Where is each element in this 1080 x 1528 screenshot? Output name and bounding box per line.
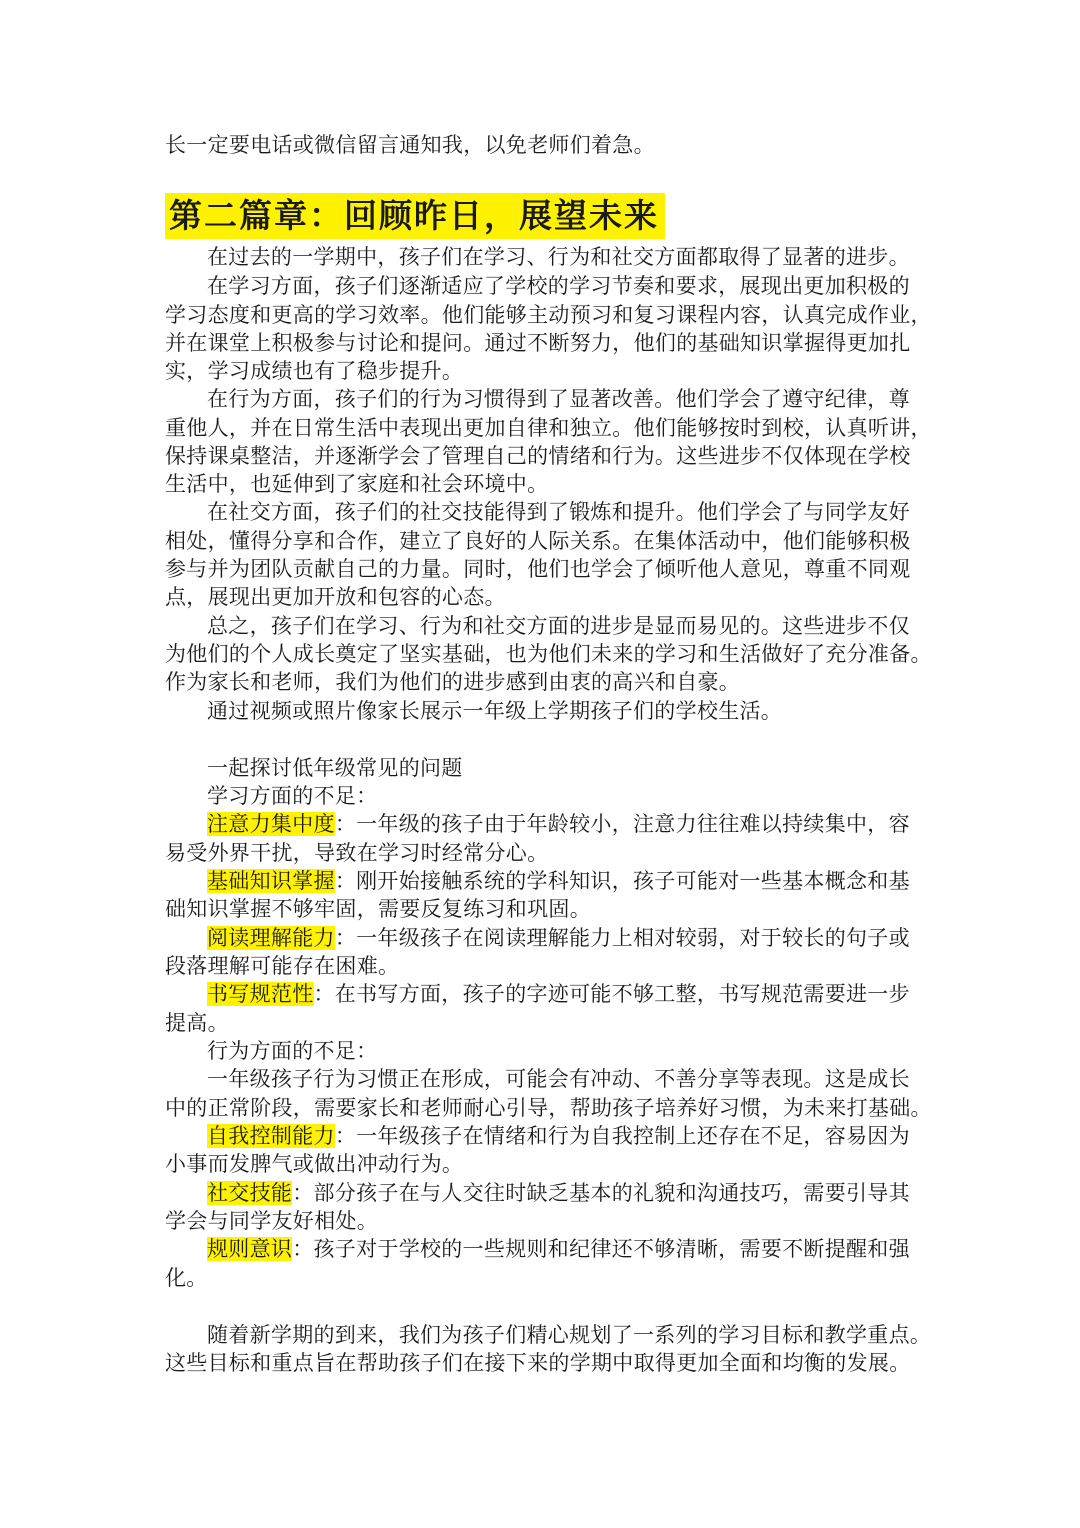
text-line: 中的正常阶段，需要家长和老师耐心引导，帮助孩子培养好习惯，为未来打基础。 bbox=[165, 1096, 932, 1120]
highlight-term: 注意力集中度 bbox=[207, 812, 335, 836]
text-line: 相处，懂得分享和合作，建立了良好的人际关系。在集体活动中，他们能够积极 bbox=[165, 529, 911, 553]
highlight-term: 规则意识 bbox=[207, 1237, 293, 1261]
item-text: ：部分孩子在与人交往时缺乏基本的礼貌和沟通技巧，需要引导其 bbox=[292, 1181, 910, 1205]
text-line: 学习方面的不足： bbox=[207, 784, 378, 808]
text-line: 参与并为团队贡献自己的力量。同时，他们也学会了倾听他人意见，尊重不同观 bbox=[165, 557, 911, 581]
text-line: 通过视频或照片像家长展示一年级上学期孩子们的学校生活。 bbox=[207, 699, 783, 723]
text-line: 一起探讨低年级常见的问题 bbox=[207, 756, 463, 780]
item-text: ：一年级的孩子由于年龄较小，注意力往往难以持续集中，容 bbox=[334, 812, 910, 836]
highlight-term: 社交技能 bbox=[207, 1181, 293, 1205]
text-line: 为他们的个人成长奠定了坚实基础，也为他们未来的学习和生活做好了充分准备。 bbox=[165, 642, 932, 666]
item-text: ：一年级孩子在阅读理解能力上相对较弱，对于较长的句子或 bbox=[334, 926, 910, 950]
text-line: 这些目标和重点旨在帮助孩子们在接下来的学期中取得更加全面和均衡的发展。 bbox=[165, 1351, 911, 1375]
text-line: 在行为方面，孩子们的行为习惯得到了显著改善。他们学会了遵守纪律，尊 bbox=[207, 387, 910, 411]
text-line: 化。 bbox=[165, 1266, 208, 1290]
text-line: 并在课堂上积极参与讨论和提问。通过不断努力，他们的基础知识掌握得更加扎 bbox=[165, 331, 911, 355]
text-line: 学会与同学友好相处。 bbox=[165, 1209, 378, 1233]
text-line: 生活中，也延伸到了家庭和社会环境中。 bbox=[165, 472, 549, 496]
item-text: ：刚开始接触系统的学科知识，孩子可能对一些基本概念和基 bbox=[334, 869, 910, 893]
text-line: 重他人，并在日常生活中表现出更加自律和独立。他们能够按时到校，认真听讲， bbox=[165, 416, 932, 440]
highlight-term: 书写规范性 bbox=[207, 982, 314, 1006]
list-item bbox=[207, 924, 910, 952]
text-line: 点，展现出更加开放和包容的心态。 bbox=[165, 585, 506, 609]
list-item bbox=[207, 1179, 910, 1207]
text-line: 在学习方面，孩子们逐渐适应了学校的学习节奏和要求，展现出更加积极的 bbox=[207, 274, 910, 298]
text-line: 易受外界干扰，导致在学习时经常分心。 bbox=[165, 841, 549, 865]
list-item bbox=[207, 810, 910, 838]
highlight-term: 自我控制能力 bbox=[207, 1124, 335, 1148]
text-line: 学习态度和更高的学习效率。他们能够主动预习和复习课程内容，认真完成作业， bbox=[165, 303, 932, 327]
text-line: 础知识掌握不够牢固，需要反复练习和巩固。 bbox=[165, 897, 591, 921]
text-line: 在过去的一学期中，孩子们在学习、行为和社交方面都取得了显著的进步。 bbox=[207, 245, 910, 269]
text-line: 随着新学期的到来，我们为孩子们精心规划了一系列的学习目标和教学重点。 bbox=[207, 1323, 932, 1347]
item-text: ：一年级孩子在情绪和行为自我控制上还存在不足，容易因为 bbox=[334, 1124, 910, 1148]
list-item bbox=[207, 1235, 910, 1263]
text-line: 长一定要电话或微信留言通知我，以免老师们着急。 bbox=[165, 133, 655, 157]
item-text: ：在书写方面，孩子的字迹可能不够工整，书写规范需要进一步 bbox=[313, 982, 910, 1006]
text-line: 行为方面的不足： bbox=[207, 1039, 378, 1063]
text-line: 一年级孩子行为习惯正在形成，可能会有冲动、不善分享等表现。这是成长 bbox=[207, 1067, 910, 1091]
text-line: 作为家长和老师，我们为他们的进步感到由衷的高兴和自豪。 bbox=[165, 670, 741, 694]
list-item bbox=[207, 980, 910, 1008]
text-line: 提高。 bbox=[165, 1011, 229, 1035]
list-item bbox=[207, 867, 910, 895]
item-text: ：孩子对于学校的一些规则和纪律还不够清晰，需要不断提醒和强 bbox=[292, 1237, 910, 1261]
text-line: 实，学习成绩也有了稳步提升。 bbox=[165, 359, 464, 383]
text-line: 在社交方面，孩子们的社交技能得到了锻炼和提升。他们学会了与同学友好 bbox=[207, 500, 910, 524]
text-line: 小事而发脾气或做出冲动行为。 bbox=[165, 1152, 464, 1176]
highlight-term: 基础知识掌握 bbox=[207, 869, 335, 893]
chapter-heading: 第二篇章：回顾昨日，展望未来 bbox=[165, 193, 665, 239]
text-line: 总之，孩子们在学习、行为和社交方面的进步是显而易见的。这些进步不仅 bbox=[207, 614, 910, 638]
text-line: 段落理解可能存在困难。 bbox=[165, 954, 400, 978]
text-line: 保持课桌整洁，并逐渐学会了管理自己的情绪和行为。这些进步不仅体现在学校 bbox=[165, 444, 911, 468]
list-item bbox=[207, 1122, 910, 1150]
highlight-term: 阅读理解能力 bbox=[207, 926, 335, 950]
